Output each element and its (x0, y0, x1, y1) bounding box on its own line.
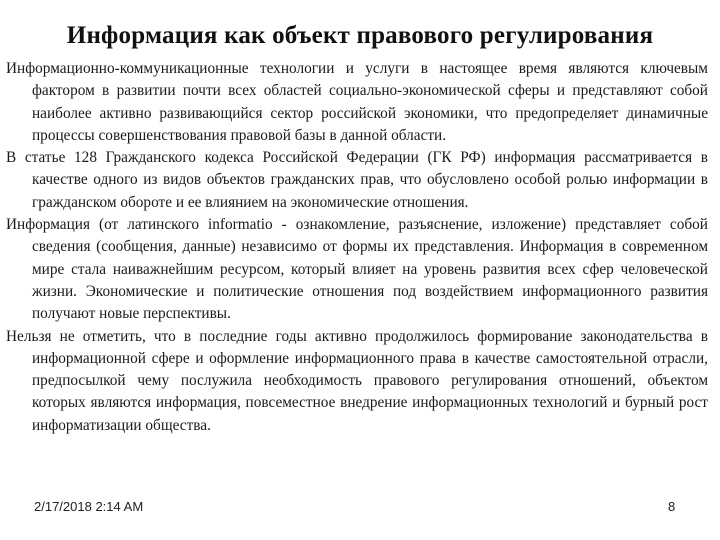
footer-date: 2/17/2018 2:14 AM (34, 499, 144, 514)
slide-title: Информация как объект правового регулирования (66, 22, 654, 49)
paragraph-information-definition: Информация (от латинского informatio - ознакомление, разъяснение, изложение) представляет собой сведения (сообщения, данные) независимо от формы их представления. Информация в современном мире стала наиважнейшим ресурсом, который влияет на уровень развития всех сфер человеческой жизни. Экономические и политические отношения под воздействием информационного развития получают новые перспективы. (6, 216, 708, 323)
paragraph-legislation: Нельзя не отметить, что в последние годы активно продолжилось формирование законодательства в информационной сфере и оформление информационного права в качестве самостоятельной отрасли, предпосылкой чему послужила необходимость правового регулирования отношений, объектом которых являются информация, повсеместное внедрение информационных технологий и бурный рост информатизации общества. (6, 327, 708, 434)
paragraph-ict: Информационно-коммуникационные технологии и услуги в настоящее время являются ключевым фактором в развитии почти всех областей социально-экономической сферы и представляют собой наиболее активно развивающийся сектор российской экономики, что предопределяет динамичные процессы совершенствования правовой базы в данной области. (6, 60, 708, 144)
footer-page-number: 8 (668, 499, 676, 514)
paragraph-civil-code: В статье 128 Гражданского кодекса Российской Федерации (ГК РФ) информация рассматривается в качестве одного из видов объектов гражданских прав, что обусловлено особой ролью информации в гражданском обороте и ее влиянием на экономические отношения. (6, 149, 708, 211)
slide-body (6, 58, 708, 437)
